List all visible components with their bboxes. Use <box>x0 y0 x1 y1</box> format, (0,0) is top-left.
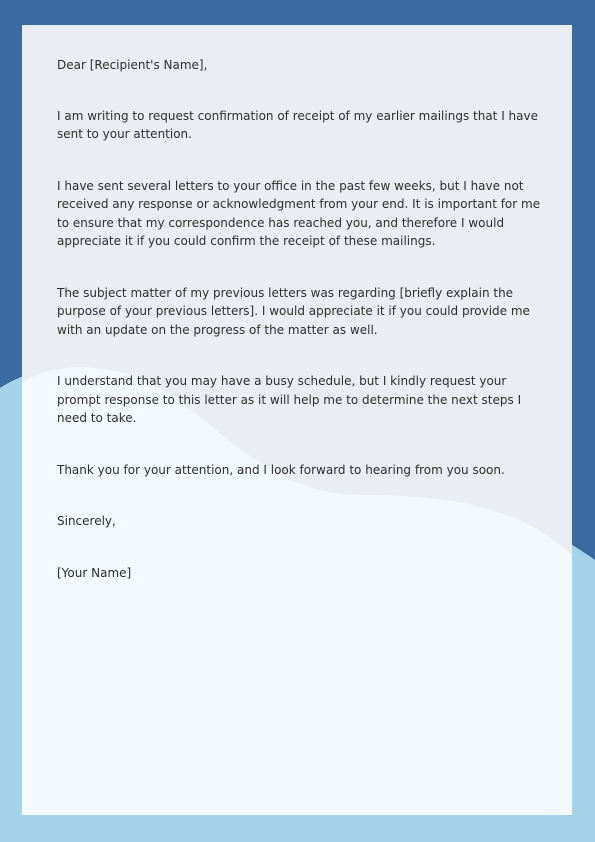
letter-closing: Sincerely, <box>57 514 116 528</box>
letter-paragraph-4: I understand that you may have a busy schedule, but I kindly request your prompt response to this letter as it will help me to determine the next steps I need to take. <box>57 374 522 425</box>
letter-paragraph-5: Thank you for your attention, and I look forward to hearing from you soon. <box>57 462 505 477</box>
letter-paragraph-3: The subject matter of my previous letters was regarding [briefly explain the purpose of your previous letters]. I would appreciate it if you could provide me with an update on the progress of the matter as well. <box>57 285 530 337</box>
letter-paragraph-2: I have sent several letters to your office in the past few weeks, but I have not received any response or acknowledgment from your end. It is important for me to ensure that my correspondence has reached you, and therefore I would appreciate it if you could confirm the receipt of these mailings. <box>57 178 541 248</box>
letter-signature: [Your Name] <box>57 565 132 580</box>
letter-body <box>57 56 542 615</box>
letter-greeting: Dear [Recipient's Name], <box>57 58 208 72</box>
letter-paragraph-1: I am writing to request confirmation of receipt of my earlier mailings that I have sent to your attention. <box>57 108 538 141</box>
letter-sheet <box>22 25 572 815</box>
